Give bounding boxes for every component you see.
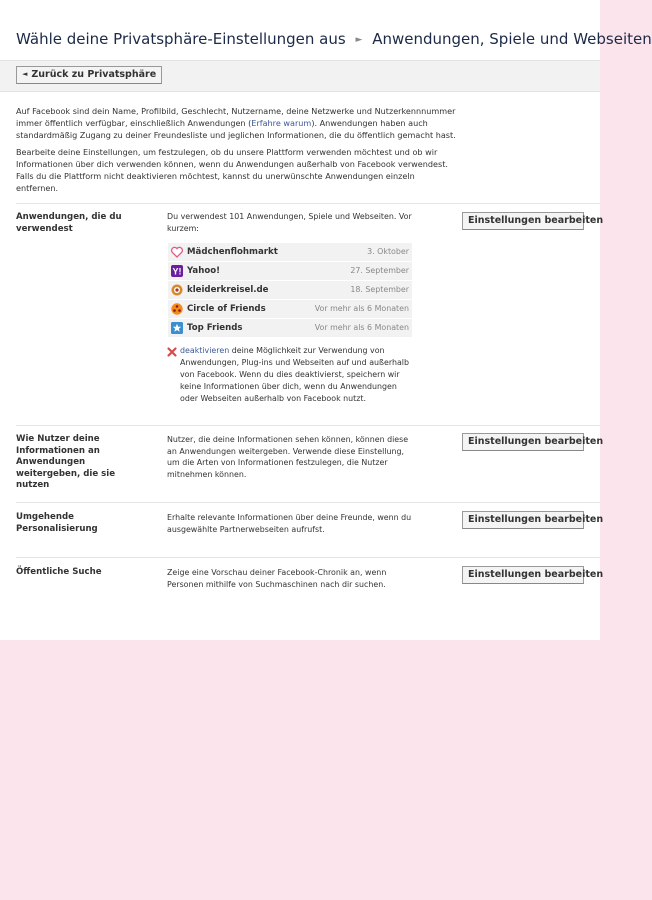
circle-of-friends-icon [171, 303, 183, 315]
app-row-maedchenflohmarkt[interactable] [168, 243, 412, 261]
share-section-text: Nutzer, die deine Informationen sehen können, können diese an Anwendungen weitergeben. Verwende diese Einstellung, um die Arten von Informationen festzulegen, die Nutzer mitnehmen können. [167, 435, 409, 479]
deactivate-link[interactable]: deaktivieren [180, 346, 230, 355]
app-date: 3. Oktober [367, 247, 409, 256]
app-name: Top Friends [187, 323, 243, 333]
public-search-section-text: Zeige eine Vorschau deiner Facebook-Chronik an, wenn Personen mithilfe von Suchmaschinen nach dir suchen. [167, 568, 387, 589]
public-search-section-title: Öffentliche Suche [16, 567, 102, 577]
intro-paragraph-1: Auf Facebook sind dein Name, Profilbild, Geschlecht, Nutzername, deine Netzwerke und Nutzerkennnummer immer öffentlich verfügbar, einschließlich Anwendungen (Erfahre warum). Anwendungen haben auch standardmäßig Zugang zu deiner Freundesliste und jeglichen Informationen, die du öffentlich gemacht hast. [16, 106, 456, 140]
app-date: 18. September [350, 285, 409, 294]
divider [16, 203, 600, 204]
divider [16, 557, 600, 558]
divider [16, 502, 600, 503]
deactivate-x-icon [167, 347, 177, 357]
personalization-section-title: Umgehende Personalisierung [16, 512, 98, 534]
app-name: Circle of Friends [187, 304, 266, 314]
public-search-edit-settings-button[interactable]: Einstellungen bearbeiten [462, 566, 584, 584]
app-date: Vor mehr als 6 Monaten [314, 323, 409, 332]
app-row-circle-of-friends[interactable] [168, 300, 412, 318]
apps-section-text: Du verwendest 101 Anwendungen, Spiele und Webseiten. Vor kurzem: [167, 212, 412, 233]
back-button-label: Zurück zu Privatsphäre [31, 69, 157, 80]
back-arrow-icon: ◄ [22, 70, 28, 78]
page-title: Wähle deine Privatsphäre-Einstellungen aus [16, 30, 346, 48]
apps-section-title: Anwendungen, die du verwendest [16, 212, 122, 234]
back-to-privacy-button[interactable] [16, 66, 162, 84]
app-row-yahoo[interactable] [168, 262, 412, 280]
app-date: Vor mehr als 6 Monaten [314, 304, 409, 313]
breadcrumb-arrow-icon: ► [355, 35, 363, 45]
share-section-title: Wie Nutzer deine Informationen an Anwendungen weitergeben, die sie nutzen [16, 434, 116, 490]
star-icon [171, 322, 183, 334]
app-name: Yahoo! [187, 266, 221, 276]
app-row-kleiderkreisel[interactable] [168, 281, 412, 299]
app-name: Mädchenflohmarkt [187, 247, 278, 257]
yahoo-icon [171, 265, 183, 277]
page-header [16, 30, 652, 48]
kleiderkreisel-icon [171, 284, 183, 296]
apps-edit-settings-button[interactable]: Einstellungen bearbeiten [462, 212, 584, 230]
app-name: kleiderkreisel.de [187, 285, 269, 295]
divider [16, 425, 600, 426]
personalization-edit-settings-button[interactable]: Einstellungen bearbeiten [462, 511, 584, 529]
svg-text:Y!: Y! [172, 266, 182, 277]
learn-why-link[interactable]: Erfahre warum [251, 118, 312, 128]
deactivate-platform-text: deaktivieren deine Möglichkeit zur Verwendung von Anwendungen, Plug-ins und Webseiten auf und außerhalb von Facebook. Wenn du dies deaktivierst, speichern wir keine Informationen über dich, wenn du Anwendungen oder Webseiten außerhalb von Facebook nutzt. [180, 346, 410, 403]
share-edit-settings-button[interactable]: Einstellungen bearbeiten [462, 433, 584, 451]
app-row-top-friends[interactable] [168, 319, 412, 337]
heart-icon [171, 246, 183, 258]
app-date: 27. September [350, 266, 409, 275]
intro-paragraph-2: Bearbeite deine Einstellungen, um festzulegen, ob du unsere Plattform verwenden möchtest und ob wir Informationen über dich verwenden können, wenn du Anwendungen außerhalb von Facebook verwendest. Falls du die Plattform nicht deaktivieren möchtest, kannst du unerwünschte Anwendungen einzeln entfernen. [16, 147, 448, 193]
personalization-section-text: Erhalte relevante Informationen über deine Freunde, wenn du ausgewählte Partnerwebseiten aufrufst. [167, 513, 412, 534]
page-subtitle: Anwendungen, Spiele und Webseiten [372, 30, 652, 48]
